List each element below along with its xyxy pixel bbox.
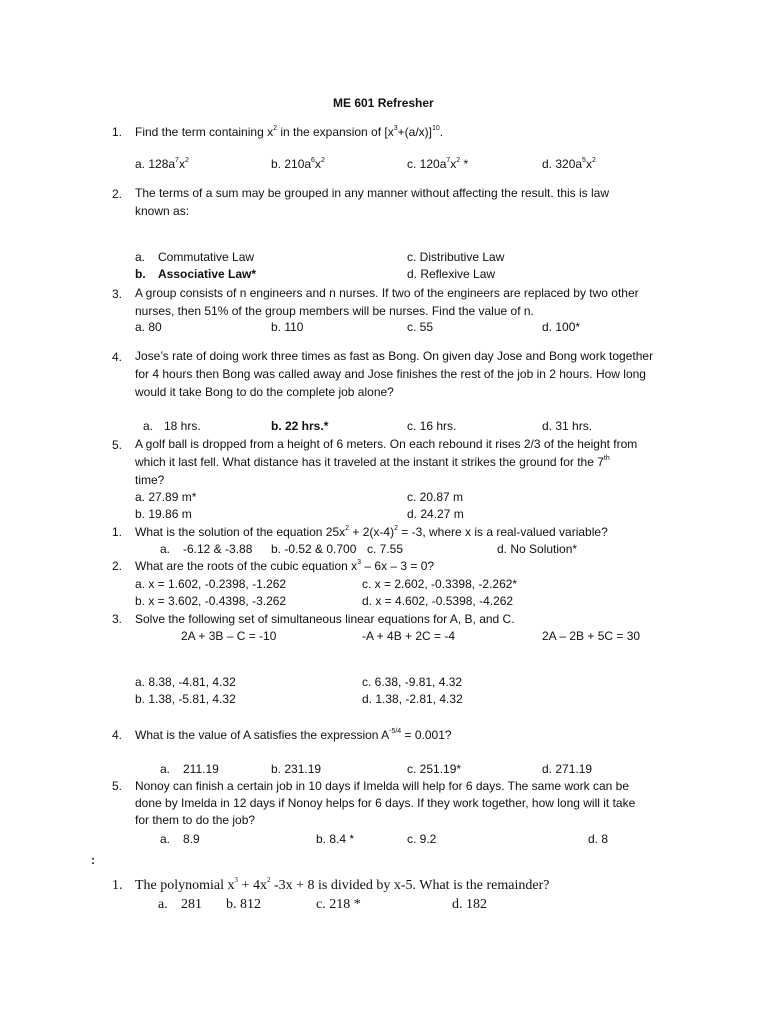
choice-sup: 7 [175,157,179,164]
s1-part: -3x + 8 is divided by x-5. What is the remainder? [270,878,550,893]
s1-sup: 2 [266,876,271,885]
r1-choice-b: b. -0.52 & 0.700 [271,542,357,556]
q4-line: would it take Bong to do the complete job alone? [135,385,394,399]
r3-choice-b: b. 1.38, -5.81, 4.32 [135,692,236,706]
q4-line: for 4 hours then Bong was called away and Jose finishes the rest of the job in 2 hours. How long [135,367,646,381]
q1-choice-b [271,157,325,171]
q1-part: +(a/x)] [397,125,432,139]
r1-choice-a-letter: a. [160,542,171,556]
s1-choice-a-letter: a. [158,897,168,912]
choice-part: x [178,157,185,171]
s1-choice-c: c. 218 * [316,897,361,912]
q5-choice-b: b. 19.86 m [135,507,192,521]
q5-number: 5. [112,438,123,452]
r5-choice-a-letter: a. [160,832,171,846]
q4-choice-d: d. 31 hrs. [542,419,593,433]
q1-part: . [439,125,444,139]
q4-choice-c: c. 16 hrs. [407,419,457,433]
q3-choice-b: b. 110 [271,320,304,334]
r4-choice-c: c. 251.19* [407,762,462,776]
q1-choice-c [407,157,468,171]
q5-line [135,453,610,471]
s1-choice-a: 281 [181,897,202,912]
r5-choice-c: c. 9.2 [407,832,437,846]
r1-choice-c: c. 7.55 [367,542,404,556]
section-separator: : [91,853,95,867]
q1-text [135,125,443,139]
choice-sup: 2 [320,157,325,164]
r2-number: 2. [112,559,123,573]
r3-number: 3. [112,612,123,626]
q5-choice-d: d. 24.27 m [407,507,464,521]
r3-choice-d: d. 1.38, -2.81, 4.32 [362,692,463,706]
r2-choice-c: c. x = 2.602, -0.3398, -2.262* [362,577,518,591]
choice-part: x [314,157,321,171]
q4-line: Jose’s rate of doing work three times as fast as Bong. On given day Jose and Bong work together [135,349,654,363]
q2-line: known as: [135,204,190,218]
page-title: ME 601 Refresher [333,96,434,110]
choice-sup: 2 [591,157,596,164]
r2-text [135,559,434,573]
q4-number: 4. [112,350,123,364]
q5-part: which it last fell. What distance has it traveled at the instant it strikes the ground for the 7 [135,455,604,469]
r5-line: for them to do the job? [135,813,256,827]
r4-part: = 0.001? [401,728,452,742]
q2-choice-c: c. Distributive Law [407,250,505,264]
s1-text [135,876,550,893]
r4-choice-a-letter: a. [160,762,171,776]
q2-choice-a-letter: a. [135,250,146,264]
q5-line: A golf ball is dropped from a height of 6 meters. On each rebound it rises 2/3 of the height from [135,437,638,451]
r4-part: What is the value of A satisfies the expression A [135,728,390,742]
r3-choice-a: a. 8.38, -4.81, 4.32 [135,675,236,689]
r3-equation: 2A – 2B + 5C = 30 [542,629,641,643]
r1-choice-a: -6.12 & -3.88 [183,542,253,556]
choice-part: x [585,157,592,171]
choice-sup: 2 [184,157,189,164]
r1-part: + 2(x-4) [349,525,395,539]
r5-line: Nonoy can finish a certain job in 10 days if Imelda will help for 6 days. The same work can be [135,779,630,793]
q3-choice-c: c. 55 [407,320,434,334]
q1-sup: 10 [431,125,440,132]
r5-line: done by Imelda in 12 days if Nonoy helps for 6 days. If they work together, how long will it take [135,796,636,810]
choice-part: a. 128a [135,157,176,171]
s1-choice-b: b. 812 [226,897,261,912]
r2-choice-b: b. x = 3.602, -0.4398, -3.262 [135,594,287,608]
q2-choice-a: Commutative Law [158,250,255,264]
choice-part: * [460,157,469,171]
q5-sup: th [603,455,610,462]
choice-part: b. 210a [271,157,312,171]
choice-sup: 2 [456,157,461,164]
r5-choice-d: d. 8 [588,832,609,846]
r1-number: 1. [112,525,123,539]
q3-choice-a: a. 80 [135,320,162,334]
s1-part: The polynomial x [135,878,235,893]
q1-number: 1. [112,125,123,139]
choice-sup: 7 [446,157,451,164]
r1-sup: 2 [345,525,350,532]
r3-equation: -A + 4B + 2C = -4 [362,629,456,643]
s1-part: + 4x [238,878,267,893]
r1-choice-d: d. No Solution* [497,542,578,556]
r3-choice-c: c. 6.38, -9.81, 4.32 [362,675,463,689]
q3-line: A group consists of n engineers and n nurses. If two of the engineers are replaced by two other [135,286,639,300]
q4-choice-a-letter: a. [143,419,154,433]
s1-choice-d: d. 182 [452,897,487,912]
q2-choice-d: d. Reflexive Law [407,267,496,281]
q3-line: nurses, then 51% of the group members will be nurses. Find the value of n. [135,304,534,318]
r2-sup: 3 [357,559,362,566]
q1-sup: 2 [273,125,277,132]
r4-choice-d: d. 271.19 [542,762,593,776]
choice-sup: 5 [582,157,586,164]
r4-choice-a: 211.19 [183,762,219,776]
q1-part: in the expansion of [x [276,125,394,139]
q2-number: 2. [112,187,123,201]
r2-part: – 6x – 3 = 0? [361,559,435,573]
choice-part: c. 120a [407,157,447,171]
r3-text: Solve the following set of simultaneous linear equations for A, B, and C. [135,612,515,626]
q2-choice-b-letter: b. [135,267,146,281]
q4-choice-b: b. 22 hrs.* [271,419,329,433]
choice-part: x [450,157,457,171]
choice-part: d. 320a [542,157,583,171]
r5-choice-b: b. 8.4 * [316,832,355,846]
q1-part: Find the term containing x [135,125,274,139]
q2-choice-b: Associative Law* [158,267,257,281]
q5-choice-c: c. 20.87 m [407,490,464,504]
q1-choice-a [135,157,189,171]
r1-sup: 2 [394,525,398,532]
r2-choice-a: a. x = 1.602, -0.2398, -1.262 [135,577,287,591]
r4-text [135,728,452,742]
r4-number: 4. [112,728,123,742]
s1-sup: 3 [234,876,239,885]
q1-choice-d [542,157,596,171]
choice-sup: 6 [311,157,315,164]
q5-choice-a: a. 27.89 m* [135,490,197,504]
q3-choice-d: d. 100* [542,320,581,334]
q4-choice-a: 18 hrs. [164,419,201,433]
r2-choice-d: d. x = 4.602, -0.5398, -4.262 [362,594,514,608]
r4-sup: -5/4 [389,728,402,735]
r5-choice-a: 8.9 [183,832,200,846]
r3-equation: 2A + 3B – C = -10 [181,629,277,643]
r4-choice-b: b. 231.19 [271,762,322,776]
q5-line: time? [135,473,165,487]
q1-sup: 3 [393,125,398,132]
r1-part: What is the solution of the equation 25x [135,525,346,539]
q2-line: The terms of a sum may be grouped in any manner without affecting the result. this is law [135,186,610,200]
r5-number: 5. [112,779,123,793]
r2-part: What are the roots of the cubic equation x [135,559,358,573]
r1-part: = -3, where x is a real-valued variable? [397,525,608,539]
q3-number: 3. [112,287,123,301]
r1-text [135,525,608,539]
s1-number: 1. [112,878,123,893]
